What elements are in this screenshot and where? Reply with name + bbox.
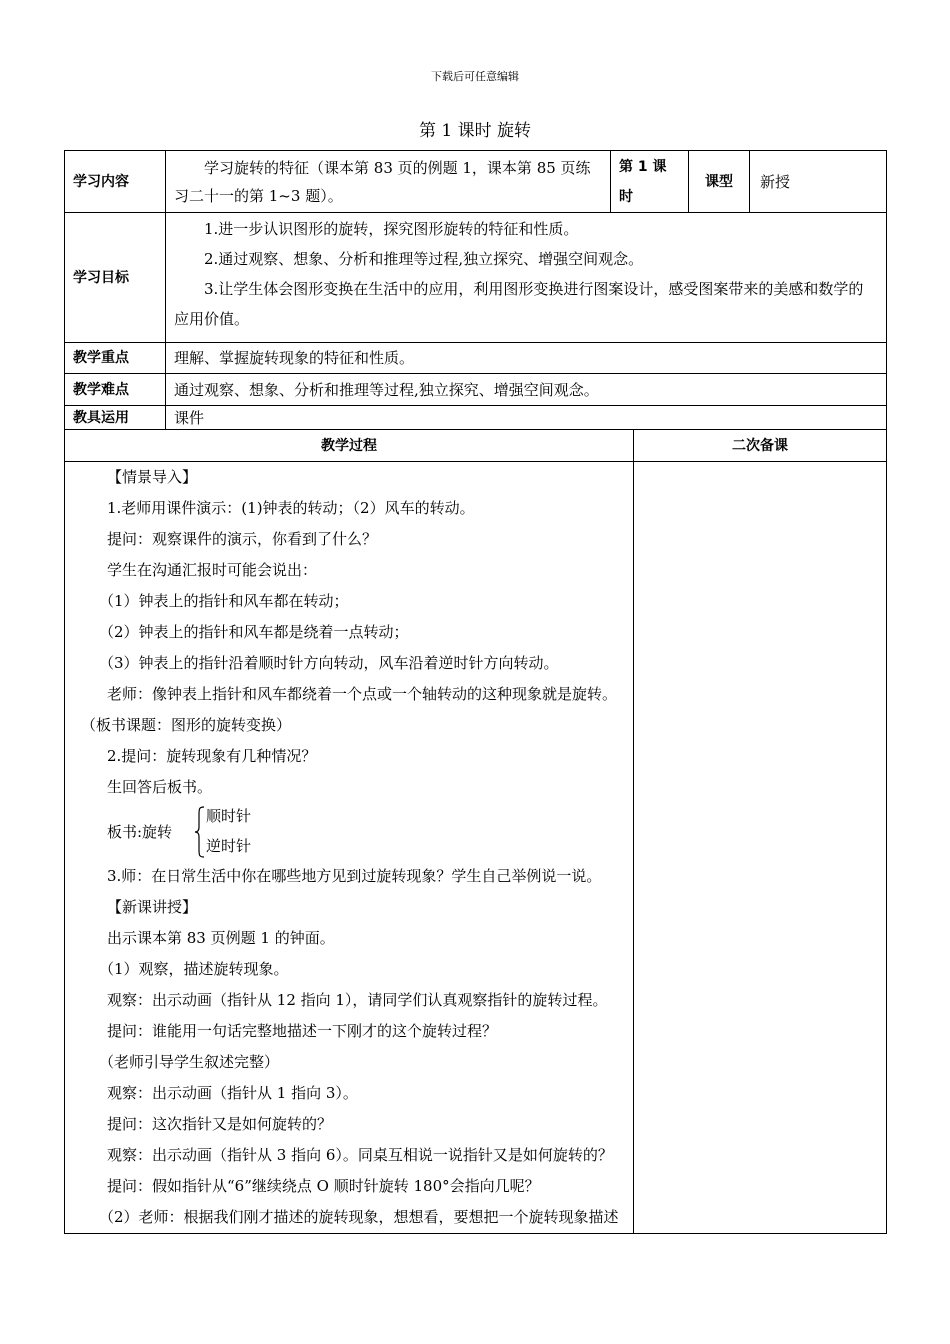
process-line: 提问：观察课件的演示，你看到了什么？ (107, 530, 378, 548)
board-diagram (81, 803, 625, 861)
goals-cell (166, 213, 887, 343)
goals-label: 学习目标 (65, 213, 166, 343)
process-line: 提问：假如指针从“6”继续绕点 O 顺时针旋转 180°会指向几呢？ (107, 1177, 540, 1195)
process-line: 【新课讲授】 (107, 898, 198, 916)
process-header: 教学过程 (65, 430, 634, 462)
goals-row (65, 213, 887, 343)
board-counterclockwise: 逆时针 (206, 837, 252, 855)
period-label: 第 1 课时 (611, 151, 689, 213)
content-text: 学习旋转的特征（课本第 83 页的例题 1，课本第 85 页练习二十一的第 1~3 题）。 (166, 151, 611, 213)
side-notes-header: 二次备课 (634, 430, 887, 462)
board-label: 板书:旋转 (107, 823, 173, 841)
process-line: 观察：出示动画（指针从 3 指向 6）。同桌互相说一说指针又是如何旋转的？ (107, 1146, 613, 1164)
curly-brace-icon (194, 805, 206, 859)
process-line: （板书课题：图形的旋转变换） (81, 716, 292, 734)
tools-row (65, 406, 887, 430)
process-line: 学生在沟通汇报时可能会说出： (107, 561, 318, 579)
goal-item: 2.通过观察、想象、分析和推理等过程,独立探究、增强空间观念。 (204, 250, 644, 268)
process-line: 观察：出示动画（指针从 12 指向 1），请同学们认真观察指针的旋转过程。 (107, 991, 608, 1009)
process-line: 生回答后板书。 (107, 778, 213, 796)
tools-text: 课件 (166, 406, 887, 430)
process-line: （2）老师：根据我们刚才描述的旋转现象，想想看，要想把一个旋转现象描述 (99, 1208, 619, 1226)
process-line: （3）钟表上的指针沿着顺时针方向转动，风车沿着逆时针方向转动。 (99, 654, 559, 672)
process-line: 老师：像钟表上指针和风车都绕着一个点或一个轴转动的这种现象就是旋转。 (107, 685, 618, 703)
process-line: （老师引导学生叙述完整） (99, 1053, 280, 1071)
goal-item: 3.让学生体会图形变换在生活中的应用，利用图形变换进行图案设计，感受图案带来的美感和数学的应用价值。 (174, 280, 864, 328)
process-line: （2）钟表上的指针和风车都是绕着一点转动； (99, 623, 409, 641)
lesson-plan-table (64, 150, 887, 1234)
process-line: 出示课本第 83 页例题 1 的钟面。 (107, 929, 335, 947)
type-label: 课型 (689, 151, 750, 213)
process-cell (65, 462, 634, 1234)
process-row (65, 462, 887, 1234)
process-line: 2.提问：旋转现象有几种情况？ (107, 747, 317, 765)
process-line: 提问：谁能用一句话完整地描述一下刚才的这个旋转过程？ (107, 1022, 498, 1040)
tools-label: 教具运用 (65, 406, 166, 430)
content-row (65, 151, 887, 213)
process-line: 观察：出示动画（指针从 1 指向 3）。 (107, 1084, 358, 1102)
type-value: 新授 (750, 151, 887, 213)
key-row (65, 343, 887, 374)
difficulty-text: 通过观察、想象、分析和推理等过程,独立探究、增强空间观念。 (166, 374, 887, 406)
content-label: 学习内容 (65, 151, 166, 213)
process-line: 1.老师用课件演示：(1)钟表的转动；（2）风车的转动。 (107, 499, 475, 517)
header-note: 下载后可任意编辑 (431, 70, 519, 83)
side-notes-cell (634, 462, 887, 1234)
difficulty-row (65, 374, 887, 406)
process-line: 3.师：在日常生活中你在哪些地方见到过旋转现象？学生自己举例说一说。 (107, 867, 602, 885)
process-header-row (65, 430, 887, 462)
process-line: 提问：这次指针又是如何旋转的？ (107, 1115, 333, 1133)
process-line: （1）观察，描述旋转现象。 (99, 960, 289, 978)
process-line: 【情景导入】 (107, 468, 198, 486)
key-text: 理解、掌握旋转现象的特征和性质。 (166, 343, 887, 374)
process-line: （1）钟表上的指针和风车都在转动； (99, 592, 349, 610)
difficulty-label: 教学难点 (65, 374, 166, 406)
document-title: 第 1 课时 旋转 (418, 121, 532, 141)
key-label: 教学重点 (65, 343, 166, 374)
board-clockwise: 顺时针 (206, 807, 252, 825)
goal-item: 1.进一步认识图形的旋转，探究图形旋转的特征和性质。 (204, 220, 579, 238)
